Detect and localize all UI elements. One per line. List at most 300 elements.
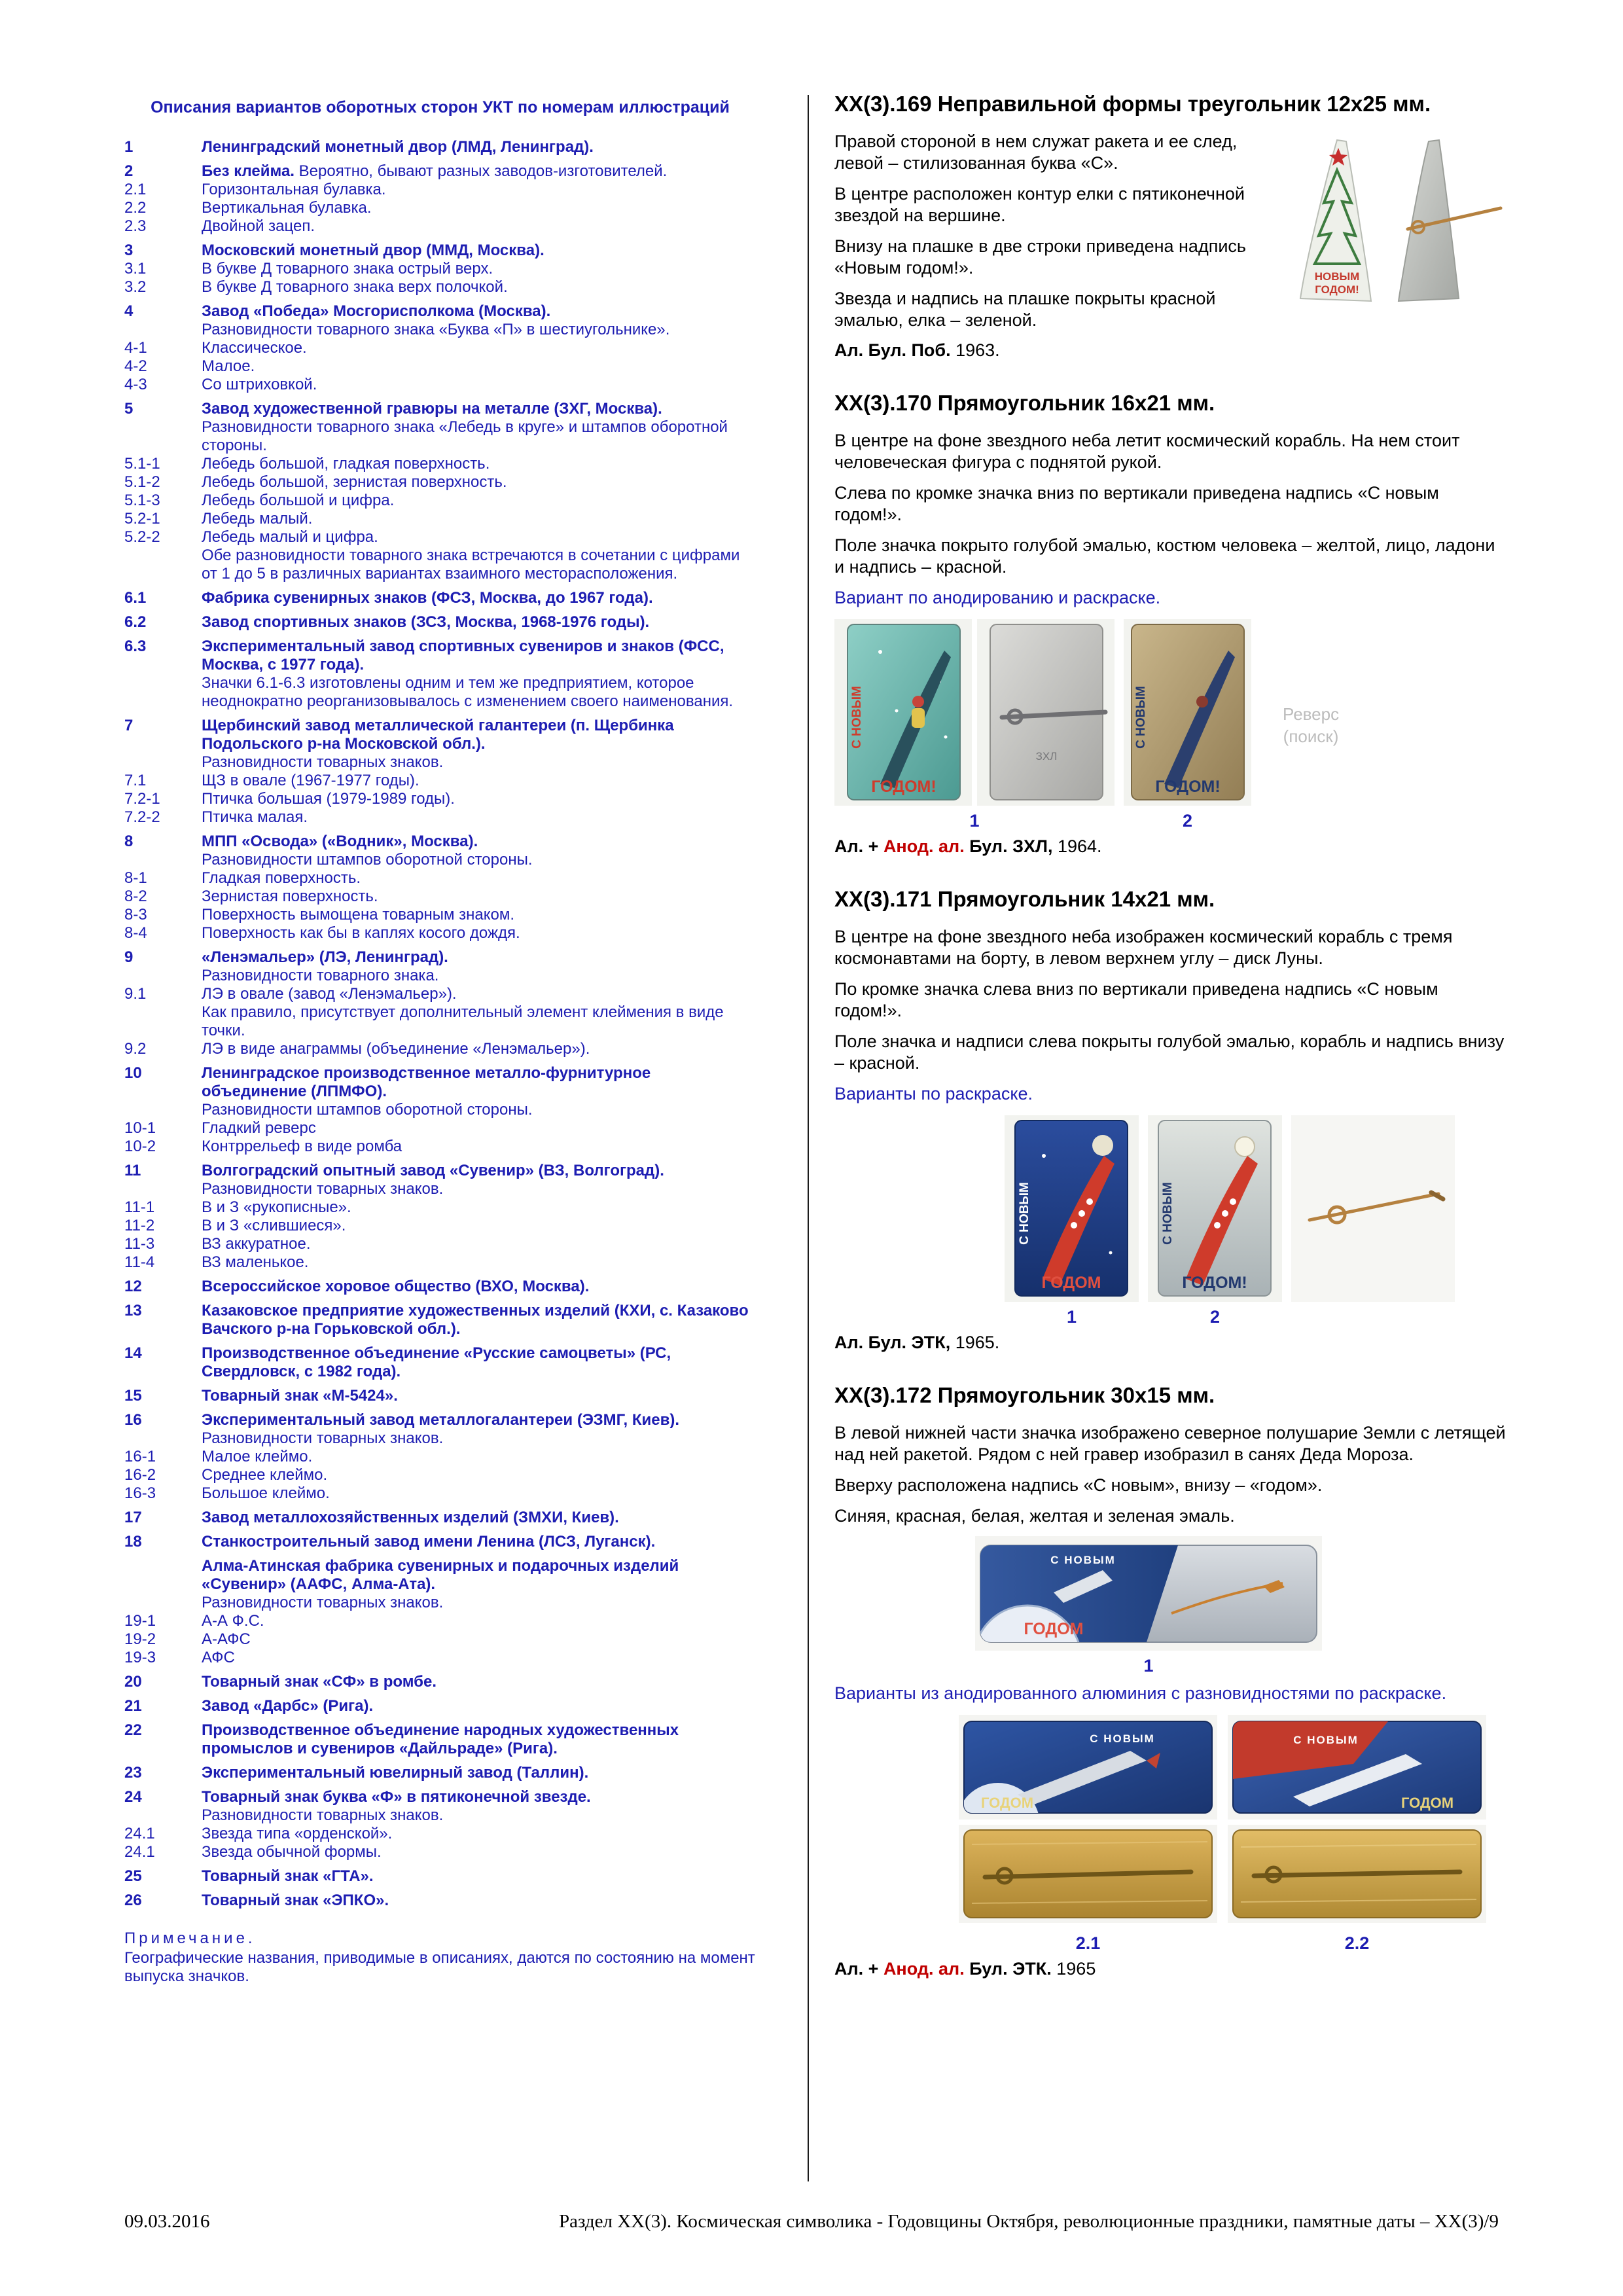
item-number: 23 bbox=[124, 1764, 142, 1782]
variant-note: Варианты по раскраске. bbox=[834, 1084, 1033, 1103]
item-number bbox=[124, 1429, 202, 1448]
item-number bbox=[124, 321, 202, 339]
item-number: 8-1 bbox=[124, 869, 147, 887]
item-text: Вертикальная булавка. bbox=[202, 199, 372, 217]
list-item bbox=[124, 1040, 756, 1058]
item-text: Разновидности товарного знака «Буква «П» в шестиугольнике». bbox=[202, 321, 670, 338]
badge-172-variant-1 bbox=[975, 1536, 1322, 1676]
figure-label: 2 bbox=[1209, 1307, 1221, 1327]
item-number bbox=[124, 547, 202, 583]
item-text: В и З «рукописные». bbox=[202, 1198, 351, 1216]
item-text: Лебедь малый и цифра. bbox=[202, 528, 378, 546]
item-number: 22 bbox=[124, 1721, 142, 1739]
item-text: Московский монетный двор (ММД, Москва). bbox=[202, 242, 544, 259]
item-number: 8-3 bbox=[124, 906, 147, 924]
item-text: Экспериментальный завод металлогалантереи (ЭЗМГ, Киев). bbox=[202, 1411, 679, 1429]
item-number: 9 bbox=[124, 948, 134, 966]
list-item bbox=[124, 1649, 756, 1667]
list-item bbox=[124, 1253, 756, 1272]
item-text: ЩЗ в овале (1967-1977 годы). bbox=[202, 772, 419, 789]
list-item bbox=[124, 1867, 756, 1886]
credit-line: Ал. + Анод. ал. Бул. ЭТК. 1965 bbox=[834, 1959, 1096, 1979]
list-item bbox=[124, 948, 756, 967]
item-number: 4-2 bbox=[124, 357, 147, 375]
item-text: Большое клеймо. bbox=[202, 1484, 330, 1502]
list-item bbox=[124, 808, 756, 827]
list-item bbox=[124, 217, 756, 236]
badge-170-2-front-photo bbox=[1124, 619, 1251, 806]
item-number: 17 bbox=[124, 1509, 142, 1526]
figure-grid-172 bbox=[959, 1715, 1508, 1954]
item-number: 16-3 bbox=[124, 1484, 156, 1502]
item-number: 8-2 bbox=[124, 888, 147, 905]
figure-label: 1 bbox=[1066, 1307, 1077, 1327]
figure-label: 1 bbox=[1143, 1656, 1154, 1676]
credit-line: Ал. Бул. Поб. 1963. bbox=[834, 340, 1000, 360]
credit-line: Ал. + Анод. ал. Бул. ЗХЛ, 1964. bbox=[834, 836, 1102, 856]
item-text: Разновидности товарных знаков. bbox=[202, 1429, 444, 1447]
list-item bbox=[124, 302, 756, 321]
item-text: В букве Д товарного знака верх полочкой. bbox=[202, 278, 508, 296]
list-item bbox=[124, 1612, 756, 1630]
badge-172-2-2-reverse-photo bbox=[1228, 1825, 1486, 1923]
list-item bbox=[124, 138, 756, 156]
list-item bbox=[124, 717, 756, 753]
missing-reverse-line1: Реверс bbox=[1283, 704, 1340, 724]
catalog-entries-column bbox=[834, 92, 1508, 2009]
list-item bbox=[124, 674, 756, 711]
list-item bbox=[124, 1217, 756, 1235]
item-text: Всероссийское хоровое общество (ВХО, Москва). bbox=[202, 1278, 590, 1295]
item-number: 24 bbox=[124, 1788, 142, 1806]
list-item bbox=[124, 1806, 756, 1825]
item-text: Среднее клеймо. bbox=[202, 1466, 328, 1484]
item-text: Двойной зацеп. bbox=[202, 217, 315, 235]
list-item bbox=[124, 492, 756, 510]
item-text: Гладкая поверхность. bbox=[202, 869, 361, 887]
item-number: 5.1-2 bbox=[124, 473, 160, 491]
item-number: 20 bbox=[124, 1673, 142, 1691]
entry-paragraph: Звезда и надпись на плашке покрыты красной эмалью, елка – зеленой. bbox=[834, 289, 1216, 330]
item-number: 5.2-1 bbox=[124, 510, 160, 528]
item-text: Как правило, присутствует дополнительный элемент клеймения в виде точки. bbox=[202, 1003, 724, 1039]
item-number: 24.1 bbox=[124, 1825, 155, 1842]
badge-170-variant-1 bbox=[834, 619, 1115, 831]
entry-heading: XX(3).172 Прямоугольник 30х15 мм. bbox=[834, 1383, 1215, 1407]
item-text: Ленинградское производственное металло-фурнитурное объединение (ЛПМФО). bbox=[202, 1064, 651, 1100]
entry-paragraph: В центре на фоне звездного неба изображен космический корабль с тремя космонавтами на борту, в левом верхнем углу – диск Луны. bbox=[834, 927, 1453, 968]
item-number: 19-3 bbox=[124, 1649, 156, 1666]
list-item bbox=[124, 1594, 756, 1612]
list-item bbox=[124, 1825, 756, 1843]
item-text: Звезда типа «орденской». bbox=[202, 1825, 393, 1842]
item-number: 8-4 bbox=[124, 924, 147, 942]
list-item bbox=[124, 1697, 756, 1715]
badge-171-2-front-photo bbox=[1148, 1115, 1282, 1302]
entry-paragraph: В центре расположен контур елки с пятиконечной звездой на вершине. bbox=[834, 184, 1245, 225]
item-text: Птичка малая. bbox=[202, 808, 308, 826]
item-text: В и З «слившиеся». bbox=[202, 1217, 346, 1234]
list-item bbox=[124, 339, 756, 357]
badge-171-pin-reverse-photo bbox=[1291, 1115, 1455, 1302]
catalog-entry-169 bbox=[834, 92, 1508, 361]
badge-172-2-1-top-inscription: С НОВЫМ bbox=[1090, 1732, 1155, 1745]
list-item bbox=[124, 357, 756, 376]
entry-paragraph: Слева по кромке значка вниз по вертикали приведена надпись «С новым годом!». bbox=[834, 483, 1439, 524]
catalog-entry-171 bbox=[834, 887, 1508, 1353]
item-number: 10-2 bbox=[124, 1138, 156, 1155]
item-text: Завод «Дарбс» (Рига). bbox=[202, 1697, 374, 1715]
item-text: Контррельеф в виде ромба bbox=[202, 1138, 402, 1155]
item-number: 5.1-3 bbox=[124, 492, 160, 509]
item-text: Товарный знак «ЭПКО». bbox=[202, 1892, 389, 1909]
item-text: Завод спортивных знаков (ЗСЗ, Москва, 1968-1976 годы). bbox=[202, 613, 650, 631]
left-column-title: Описания вариантов оборотных сторон УКТ по номерам иллюстраций bbox=[151, 98, 730, 117]
item-text: Звезда обычной формы. bbox=[202, 1843, 382, 1861]
item-text: Экспериментальный ювелирный завод (Таллин). bbox=[202, 1764, 589, 1782]
missing-reverse-placeholder bbox=[1283, 703, 1339, 747]
item-number: 9.1 bbox=[124, 985, 147, 1003]
list-item bbox=[124, 418, 756, 455]
list-item bbox=[124, 1892, 756, 1910]
missing-reverse-line2: (поиск) bbox=[1283, 726, 1339, 746]
item-number bbox=[124, 851, 202, 869]
item-number bbox=[124, 967, 202, 985]
figure-label: 1 bbox=[969, 811, 980, 831]
footer-date: 09.03.2016 bbox=[124, 2211, 210, 2232]
item-text: Классическое. bbox=[202, 339, 307, 357]
figure-label: 2.1 bbox=[1075, 1933, 1101, 1953]
badge-172-2-1-bottom-inscription: ГОДОМ bbox=[980, 1795, 1034, 1811]
badge-170-1-reverse-photo bbox=[977, 619, 1115, 806]
item-number bbox=[124, 1557, 202, 1594]
column-divider bbox=[808, 95, 809, 2181]
item-number: 11-2 bbox=[124, 1217, 155, 1234]
list-item bbox=[124, 1557, 756, 1594]
item-number: 5 bbox=[124, 400, 134, 418]
entry-paragraph: Поле значка покрыто голубой эмалью, костюм человека – желтой, лицо, ладони и надпись – красной. bbox=[834, 535, 1495, 577]
badge-172-variant-2-1 bbox=[959, 1715, 1217, 1954]
badge-169-front-back-image bbox=[1279, 131, 1508, 308]
item-text: Щербинский завод металлической галантереи (п. Щербинка Подольского р-на Московской обл.). bbox=[202, 717, 674, 753]
list-item bbox=[124, 1235, 756, 1253]
item-number: 14 bbox=[124, 1344, 142, 1362]
list-item bbox=[124, 1387, 756, 1405]
badge-169-photo bbox=[1279, 131, 1508, 308]
variant-note: Варианты из анодированного алюминия с разновидностями по раскраске. bbox=[834, 1683, 1447, 1703]
figure-row-171 bbox=[834, 1115, 1508, 1327]
entry-paragraph: Поле значка и надписи слева покрыты голубой эмалью, корабль и надпись внизу – красной. bbox=[834, 1031, 1505, 1073]
item-text: Разновидности товарного знака. bbox=[202, 967, 439, 984]
list-item bbox=[124, 455, 756, 473]
item-text: Завод художественной гравюры на металле (ЗХГ, Москва). bbox=[202, 400, 662, 418]
item-number: 7 bbox=[124, 717, 134, 734]
badge-171-2-bottom-inscription: ГОДОМ! bbox=[1182, 1274, 1247, 1292]
entry-paragraph: В левой нижней части значка изображено северное полушарие Земли с летящей над ней ракетой. Рядом с ней гравер изобразил в санях Деда Мороза. bbox=[834, 1423, 1506, 1464]
item-number bbox=[124, 1180, 202, 1198]
badge-172-2-2-front-photo bbox=[1228, 1715, 1486, 1820]
list-item bbox=[124, 376, 756, 394]
item-number: 25 bbox=[124, 1867, 142, 1885]
item-number: 4-3 bbox=[124, 376, 147, 393]
item-number: 2 bbox=[124, 162, 134, 180]
item-text: Лебедь большой и цифра. bbox=[202, 492, 395, 509]
item-number: 19-2 bbox=[124, 1630, 156, 1648]
item-number: 19-1 bbox=[124, 1612, 156, 1630]
item-text: Завод «Победа» Мосгорисполкома (Москва). bbox=[202, 302, 551, 320]
list-item bbox=[124, 260, 756, 278]
item-number: 16-2 bbox=[124, 1466, 156, 1484]
item-number bbox=[124, 1003, 202, 1040]
list-item bbox=[124, 1448, 756, 1466]
item-number: 26 bbox=[124, 1892, 142, 1909]
item-number: 11 bbox=[124, 1162, 141, 1179]
page-footer bbox=[124, 2211, 1499, 2233]
item-number: 15 bbox=[124, 1387, 142, 1405]
list-item bbox=[124, 1302, 756, 1338]
list-item bbox=[124, 924, 756, 942]
maker-stamp: ЗХЛ bbox=[1035, 750, 1058, 762]
item-text: МПП «Освода» («Водник», Москва). bbox=[202, 833, 478, 850]
item-number: 12 bbox=[124, 1278, 142, 1295]
item-text: Лебедь большой, гладкая поверхность. bbox=[202, 455, 490, 473]
manufacturer-list bbox=[124, 138, 756, 1910]
list-item bbox=[124, 400, 756, 418]
item-text: ЛЭ в овале (завод «Ленэмальер»). bbox=[202, 985, 457, 1003]
list-item bbox=[124, 473, 756, 492]
list-item bbox=[124, 1466, 756, 1484]
item-text: Ленинградский монетный двор (ЛМД, Ленинград). bbox=[202, 138, 594, 156]
list-item bbox=[124, 906, 756, 924]
figure-row-170 bbox=[834, 619, 1508, 831]
entry-heading: XX(3).169 Неправильной формы треугольник 12х25 мм. bbox=[834, 92, 1431, 116]
list-item bbox=[124, 833, 756, 851]
list-item bbox=[124, 1630, 756, 1649]
item-text: Разновидности товарных знаков. bbox=[202, 753, 444, 771]
item-number: 21 bbox=[124, 1697, 142, 1715]
badge-172-1-bottom-inscription: ГОДОМ bbox=[1024, 1620, 1084, 1638]
note-text: Географические названия, приводимые в описаниях, даются по состоянию на момент выпуска значков. bbox=[124, 1949, 755, 1985]
item-text: Разновидности товарных знаков. bbox=[202, 1180, 444, 1198]
item-text: Обе разновидности товарного знака встречаются в сочетании с цифрами от 1 до 5 в различных вариантах взаимного месторасположения. bbox=[202, 547, 740, 583]
item-text: ВЗ маленькое. bbox=[202, 1253, 309, 1271]
badge-170-1-side-inscription: С НОВЫМ bbox=[850, 686, 864, 749]
item-text: Лебедь большой, зернистая поверхность. bbox=[202, 473, 507, 491]
item-text: Со штриховкой. bbox=[202, 376, 317, 393]
list-item bbox=[124, 1138, 756, 1156]
item-text: Малое. bbox=[202, 357, 255, 375]
list-item bbox=[124, 967, 756, 985]
list-item bbox=[124, 1721, 756, 1758]
item-number: 2.3 bbox=[124, 217, 147, 235]
list-item bbox=[124, 1162, 756, 1180]
item-number: 7.2-2 bbox=[124, 808, 160, 826]
item-text: Товарный знак «М-5424». bbox=[202, 1387, 398, 1405]
list-item bbox=[124, 753, 756, 772]
item-text: Разновидности товарного знака «Лебедь в круге» и штампов оборотной стороны. bbox=[202, 418, 728, 454]
list-item bbox=[124, 1411, 756, 1429]
badge-171-1-front-photo bbox=[1005, 1115, 1139, 1302]
badge-172-2-2-bottom-inscription: ГОДОМ bbox=[1400, 1795, 1454, 1811]
credit-line: Ал. Бул. ЭТК, 1965. bbox=[834, 1333, 1000, 1352]
badge-171-1-side-inscription: С НОВЫМ bbox=[1018, 1182, 1031, 1245]
item-number: 18 bbox=[124, 1533, 142, 1551]
badge-172-1-top-inscription: С НОВЫМ bbox=[1050, 1554, 1116, 1566]
item-number: 3.1 bbox=[124, 260, 147, 278]
list-item bbox=[124, 199, 756, 217]
item-text: Значки 6.1-6.3 изготовлены одним и тем же предприятием, которое неоднократно реорганизовывалось с изменением своего наименования. bbox=[202, 674, 734, 710]
entry-paragraph: Вверху расположена надпись «С новым», внизу – «годом». bbox=[834, 1475, 1323, 1495]
list-item bbox=[124, 613, 756, 632]
item-text: Станкостроительный завод имени Ленина (ЛСЗ, Луганск). bbox=[202, 1533, 656, 1551]
badge-171-variant-1 bbox=[1005, 1115, 1139, 1327]
item-text: Волгоградский опытный завод «Сувенир» (ВЗ, Волгоград). bbox=[202, 1162, 664, 1179]
item-text: Казаковское предприятие художественных изделий (КХИ, с. Казаково Вачского р-на Горьковской обл.). bbox=[202, 1302, 749, 1338]
item-text: Без клейма. Вероятно, бывают разных заводов-изготовителей. bbox=[202, 162, 668, 180]
item-text: Зернистая поверхность. bbox=[202, 888, 378, 905]
badge-169-inscription-line2: ГОДОМ! bbox=[1315, 283, 1359, 296]
item-number: 3 bbox=[124, 242, 134, 259]
list-item bbox=[124, 1344, 756, 1381]
item-text: А-А Ф.С. bbox=[202, 1612, 264, 1630]
item-number: 4 bbox=[124, 302, 134, 320]
item-text: АФС bbox=[202, 1649, 235, 1666]
item-text: Фабрика сувенирных знаков (ФСЗ, Москва, до 1967 года). bbox=[202, 589, 653, 607]
item-text: ЛЭ в виде анаграммы (объединение «Ленэмальер»). bbox=[202, 1040, 590, 1058]
list-item bbox=[124, 1764, 756, 1782]
item-number: 10-1 bbox=[124, 1119, 156, 1137]
item-number: 6.3 bbox=[124, 637, 147, 655]
item-text: Малое клеймо. bbox=[202, 1448, 313, 1465]
entry-paragraph: Правой стороной в нем служат ракета и ее след, левой – стилизованная буква «С». bbox=[834, 132, 1238, 173]
catalog-entry-172 bbox=[834, 1383, 1508, 1979]
list-item bbox=[124, 1278, 756, 1296]
list-item bbox=[124, 278, 756, 296]
list-item bbox=[124, 790, 756, 808]
item-number: 6.2 bbox=[124, 613, 147, 631]
item-text: Разновидности штампов оборотной стороны. bbox=[202, 851, 533, 869]
badge-170-1-bottom-inscription: ГОДОМ! bbox=[871, 778, 936, 796]
badge-170-variant-2 bbox=[1124, 619, 1251, 831]
item-text: Товарный знак буква «Ф» в пятиконечной звезде. bbox=[202, 1788, 591, 1806]
item-number bbox=[124, 1594, 202, 1612]
list-item bbox=[124, 589, 756, 607]
badge-170-1-front-photo bbox=[834, 619, 972, 806]
footer-section-title: Раздел XX(3). Космическая символика - Годовщины Октября, революционные праздники, памятные даты – XX(3)/9 bbox=[558, 2211, 1499, 2232]
item-text: Разновидности товарных знаков. bbox=[202, 1806, 444, 1824]
item-text: Товарный знак «ГТА». bbox=[202, 1867, 374, 1885]
item-text: Поверхность вымощена товарным знаком. bbox=[202, 906, 515, 924]
badge-170-2-side-inscription: С НОВЫМ bbox=[1134, 686, 1148, 749]
item-text: Алма-Атинская фабрика сувенирных и подарочных изделий «Сувенир» (ААФС, Алма-Ата). bbox=[202, 1557, 679, 1593]
badge-169-inscription-line1: НОВЫМ bbox=[1314, 270, 1360, 283]
list-item bbox=[124, 1429, 756, 1448]
list-item bbox=[124, 1119, 756, 1138]
list-item bbox=[124, 1673, 756, 1691]
variant-note: Вариант по анодированию и раскраске. bbox=[834, 588, 1161, 607]
item-number bbox=[124, 1806, 202, 1825]
list-item bbox=[124, 1788, 756, 1806]
list-item bbox=[124, 1484, 756, 1503]
list-item bbox=[124, 1198, 756, 1217]
item-number: 9.2 bbox=[124, 1040, 147, 1058]
item-text: В букве Д товарного знака острый верх. bbox=[202, 260, 493, 278]
figure-label: 2 bbox=[1182, 811, 1193, 831]
list-item bbox=[124, 162, 756, 181]
item-number: 1 bbox=[124, 138, 134, 156]
item-number: 3.2 bbox=[124, 278, 147, 296]
item-number: 5.2-2 bbox=[124, 528, 160, 546]
list-item bbox=[124, 637, 756, 674]
item-number: 11-4 bbox=[124, 1253, 155, 1271]
item-number: 10 bbox=[124, 1064, 142, 1082]
item-text: ВЗ аккуратное. bbox=[202, 1235, 311, 1253]
item-number: 7.1 bbox=[124, 772, 147, 789]
item-number bbox=[124, 418, 202, 455]
item-text: Горизонтальная булавка. bbox=[202, 181, 386, 198]
reverse-descriptions-column bbox=[124, 98, 756, 1986]
item-text: Гладкий реверс bbox=[202, 1119, 316, 1137]
item-number: 6.1 bbox=[124, 589, 147, 607]
item-text: Лебедь малый. bbox=[202, 510, 313, 528]
item-text: Разновидности товарных знаков. bbox=[202, 1594, 444, 1611]
item-number: 8 bbox=[124, 833, 134, 850]
entry-paragraph: По кромке значка слева вниз по вертикали приведена надпись «С новым годом!». bbox=[834, 979, 1438, 1020]
list-item bbox=[124, 1509, 756, 1527]
badge-170-2-bottom-inscription: ГОДОМ! bbox=[1155, 778, 1221, 796]
item-number: 16 bbox=[124, 1411, 142, 1429]
item-number: 24.1 bbox=[124, 1843, 155, 1861]
badge-172-2-1-reverse-photo bbox=[959, 1825, 1217, 1923]
list-item bbox=[124, 869, 756, 888]
item-text: Производственное объединение «Русские самоцветы» (РС, Свердловск, с 1982 года). bbox=[202, 1344, 671, 1380]
list-item bbox=[124, 888, 756, 906]
item-number: 16-1 bbox=[124, 1448, 156, 1465]
list-item bbox=[124, 985, 756, 1003]
list-item bbox=[124, 1003, 756, 1040]
entry-heading: XX(3).170 Прямоугольник 16х21 мм. bbox=[834, 391, 1215, 415]
figure-label: 2.2 bbox=[1344, 1933, 1370, 1953]
item-number bbox=[124, 674, 202, 711]
item-number: 13 bbox=[124, 1302, 142, 1319]
badge-171-1-bottom-inscription: ГОДОМ bbox=[1041, 1274, 1101, 1292]
item-text: Завод металлохозяйственных изделий (ЗМХИ, Киев). bbox=[202, 1509, 619, 1526]
item-text: Товарный знак «СФ» в ромбе. bbox=[202, 1673, 437, 1691]
list-item bbox=[124, 851, 756, 869]
list-item bbox=[124, 1064, 756, 1101]
badge-172-variant-2-2 bbox=[1228, 1715, 1486, 1954]
note-heading: Примечание. bbox=[124, 1929, 256, 1947]
list-item bbox=[124, 321, 756, 339]
badge-172-2-2-top-inscription: С НОВЫМ bbox=[1293, 1734, 1359, 1746]
item-number: 7.2-1 bbox=[124, 790, 160, 808]
entry-paragraph: В центре на фоне звездного неба летит космический корабль. На нем стоит человеческая фигура с поднятой рукой. bbox=[834, 431, 1460, 472]
item-text: А-АФС bbox=[202, 1630, 251, 1648]
item-number: 11-3 bbox=[124, 1235, 155, 1253]
list-item bbox=[124, 242, 756, 260]
item-number: 2.2 bbox=[124, 199, 147, 217]
item-text: Птичка большая (1979-1989 годы). bbox=[202, 790, 455, 808]
entry-paragraph: Внизу на плашке в две строки приведена надпись «Новым годом!». bbox=[834, 236, 1246, 278]
badge-172-2-1-front-photo bbox=[959, 1715, 1217, 1820]
entry-heading: XX(3).171 Прямоугольник 14х21 мм. bbox=[834, 887, 1215, 911]
item-text: Производственное объединение народных художественных промыслов и сувениров «Дайльраде» (Рига). bbox=[202, 1721, 679, 1757]
item-number: 2.1 bbox=[124, 181, 147, 198]
list-item bbox=[124, 181, 756, 199]
item-number bbox=[124, 1101, 202, 1119]
item-number: 11-1 bbox=[124, 1198, 155, 1216]
list-item bbox=[124, 547, 756, 583]
